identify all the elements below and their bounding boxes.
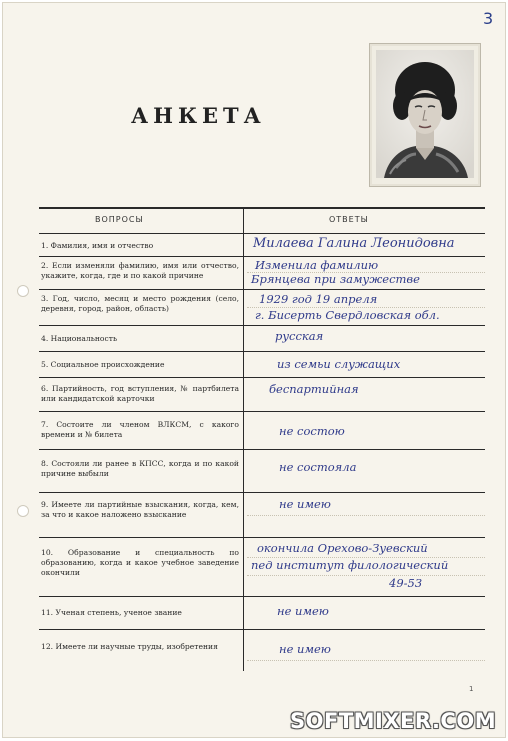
table-row	[39, 378, 485, 412]
table-row	[39, 630, 485, 663]
table-row	[39, 290, 485, 326]
binder-hole	[17, 505, 29, 517]
question-text: 8. Состояли ли ранее в КПСС, когда и по какой причине выбыли	[41, 459, 239, 478]
questions-header: ВОПРОСЫ	[95, 215, 144, 224]
table-row	[39, 412, 485, 450]
footer-mark: 1	[469, 685, 474, 693]
question-text: 5. Социальное происхождение	[41, 360, 165, 369]
table-row	[39, 352, 485, 378]
answer-text: пед институт филологический	[251, 558, 449, 572]
portrait-photo	[376, 50, 474, 178]
photo-frame	[369, 43, 481, 187]
question-text: 7. Состоите ли членом ВЛКСМ, с какого времени и № билета	[41, 420, 239, 439]
questionnaire-table	[39, 207, 485, 663]
question-text: 10. Образование и специальность по образованию, когда и какое учебное заведение окончили	[41, 548, 239, 577]
answer-text: не состою	[279, 424, 345, 438]
table-row	[39, 450, 485, 493]
page-number: 3	[483, 9, 494, 28]
question-text: 2. Если изменяли фамилию, имя или отчество, укажите, когда, где и по какой причине	[41, 261, 239, 280]
page-title: АНКЕТА	[131, 103, 266, 128]
answer-text: не имею	[279, 642, 331, 656]
question-text: 4. Национальность	[41, 334, 118, 343]
answer-text: не состояла	[279, 460, 357, 474]
table-row	[39, 538, 485, 597]
answer-text: г. Бисерть Свердловская обл.	[255, 308, 440, 322]
answers-header: ОТВЕТЫ	[329, 215, 369, 224]
answer-text: окончила Орехово-Зуевский	[257, 541, 428, 555]
answer-text: 1929 год 19 апреля	[259, 292, 378, 306]
answer-text: Милаева Галина Леонидовна	[253, 236, 455, 251]
question-text: 1. Фамилия, имя и отчество	[41, 241, 154, 250]
answer-text: Изменила фамилию	[255, 258, 379, 272]
question-text: 12. Имеете ли научные труды, изобретения	[41, 642, 218, 651]
watermark: SOFTMIXER.COM	[290, 709, 497, 733]
answer-text: русская	[275, 329, 324, 343]
table-row	[39, 234, 485, 257]
answer-text: не имею	[279, 497, 331, 511]
table-row	[39, 597, 485, 630]
answer-text: не имею	[277, 604, 329, 618]
table-header	[39, 209, 485, 234]
table-row	[39, 493, 485, 538]
table-row	[39, 257, 485, 290]
question-text: 6. Партийность, год вступления, № партбилета или кандидатской карточки	[41, 384, 239, 403]
answer-text: из семьи служащих	[277, 357, 401, 371]
table-row	[39, 326, 485, 352]
answer-text: 49-53	[389, 576, 423, 590]
binder-hole	[17, 285, 29, 297]
answer-text: беспартийная	[269, 382, 359, 396]
question-text: 3. Год, число, месяц и место рождения (село, деревня, город, район, область)	[41, 294, 239, 313]
question-text: 11. Ученая степень, ученое звание	[41, 608, 182, 617]
question-text: 9. Имеете ли партийные взыскания, когда, кем, за что и какое наложено взыскание	[41, 500, 239, 519]
answer-text: Брянцева при замужестве	[251, 272, 420, 286]
questionnaire-page	[2, 2, 506, 738]
